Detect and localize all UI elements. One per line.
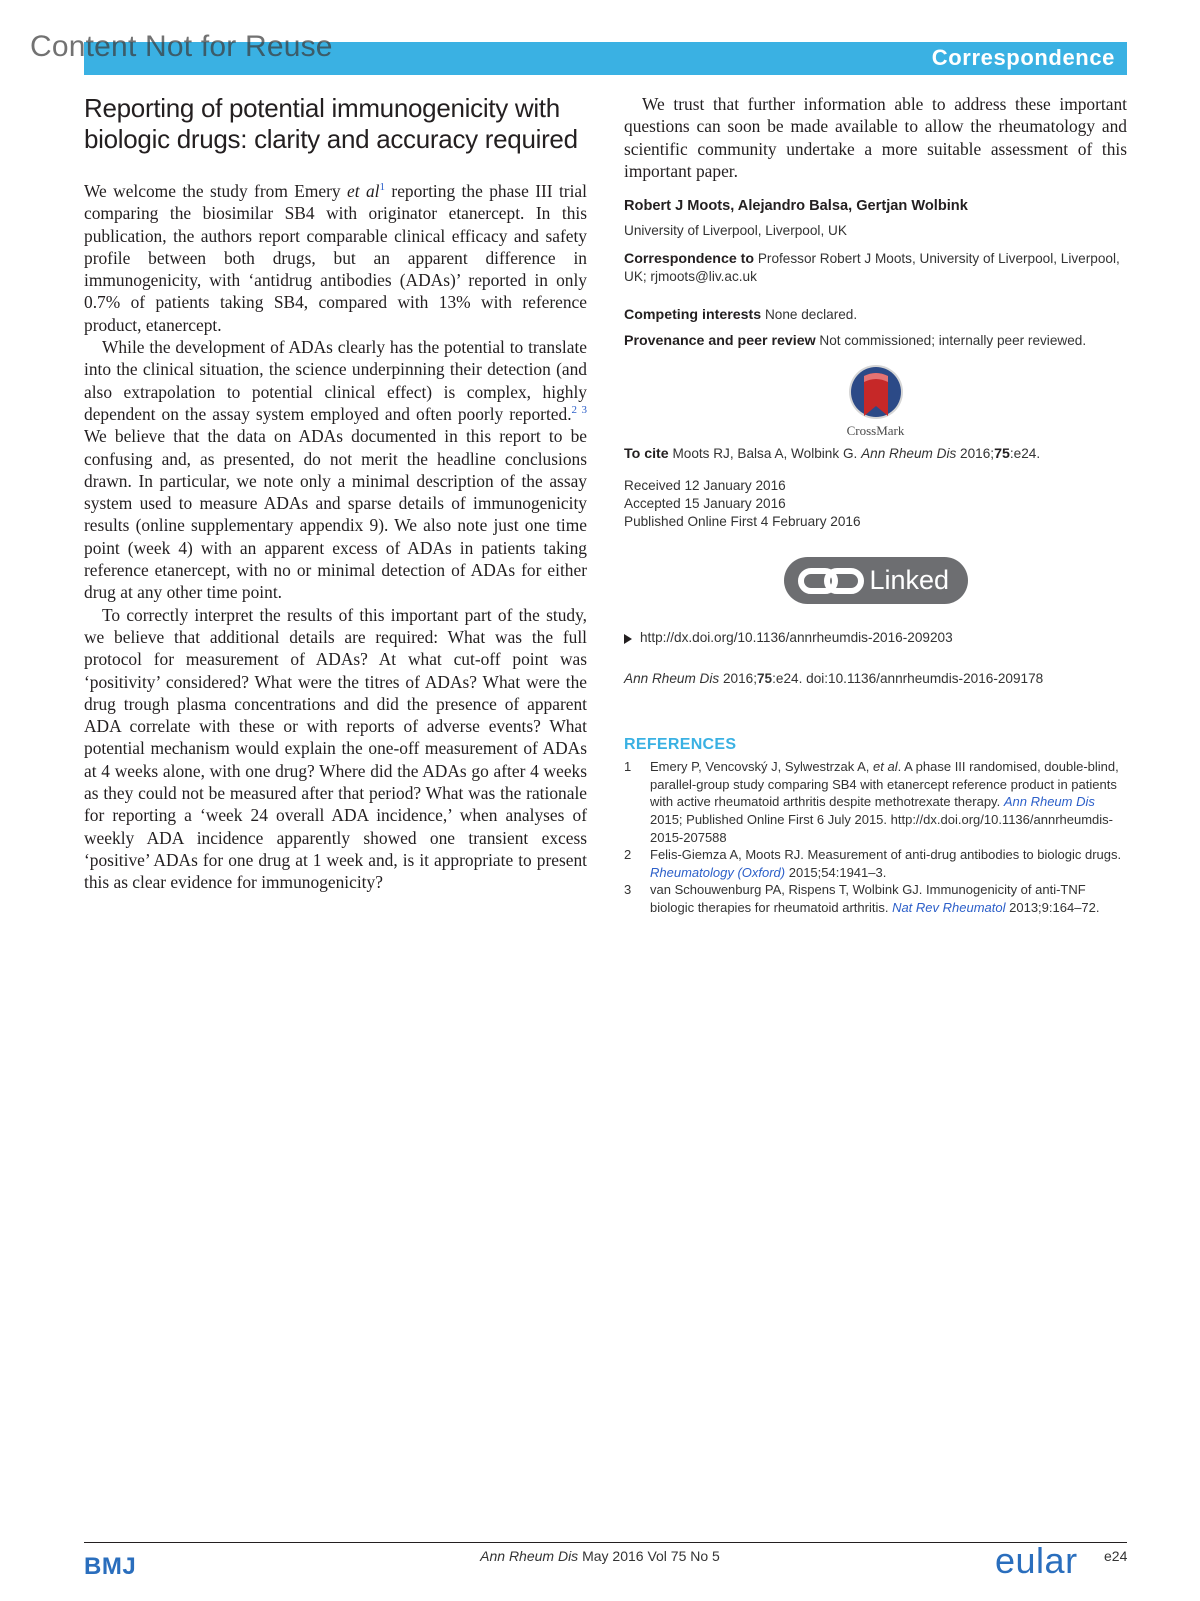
paragraph-4: We trust that further information able to address these important questions can soon be made available to allow the rheumatology and scientific community undertake a more suitable assessment of this important paper. (624, 94, 1127, 181)
paragraph-1 (84, 180, 587, 336)
reference-journal-link[interactable]: Ann Rheum Dis (1003, 794, 1095, 810)
received-date: Received 12 January 2016 (624, 478, 786, 494)
competing-interests (624, 306, 1127, 324)
triangle-arrow-icon (624, 634, 632, 644)
text: 2013;9:164–72. (1005, 899, 1100, 915)
ref-link-2-3[interactable]: 2 3 (571, 404, 587, 417)
watermark: Content Not for Reuse (30, 30, 333, 63)
affiliation: University of Liverpool, Liverpool, UK (624, 223, 847, 239)
et-al: et al (873, 759, 898, 775)
linked-label: Linked (869, 565, 950, 596)
text: 2015; Published Online First 6 July 2015. http://dx.doi.org/10.1136/annrheumdis-2015-207588 (650, 811, 1113, 845)
reference-number: 3 (624, 882, 632, 898)
page-number: e24 (1104, 1548, 1128, 1564)
to-cite-year: 2016; (956, 446, 995, 462)
references-list (624, 758, 1127, 916)
reference-number: 1 (624, 759, 632, 775)
linked-article-link[interactable] (624, 630, 1127, 645)
correspondence-label: Correspondence to (624, 251, 755, 268)
left-column (84, 93, 587, 894)
right-column (624, 93, 1127, 917)
to-cite-journal: Ann Rheum Dis (861, 446, 957, 462)
provenance (624, 332, 1127, 350)
accepted-date: Accepted 15 January 2016 (624, 496, 786, 512)
reference-item (624, 881, 1127, 916)
reference-text (650, 881, 1127, 916)
text: van Schouwenburg PA, Rispens T, Wolbink GJ. Immunogenicity of anti-TNF biologic therapies for rheumatoid arthritis. (650, 882, 1086, 915)
citation-journal: Ann Rheum Dis (624, 671, 720, 687)
article-dates (624, 477, 1127, 531)
linked-badge-wrap (624, 557, 1127, 604)
crossmark-badge[interactable] (624, 364, 1127, 439)
to-cite-volume: 75 (994, 446, 1010, 463)
bmj-logo: BMJ (84, 1553, 137, 1580)
to-cite-page: :e24. (1009, 446, 1041, 462)
eular-logo: eular (995, 1540, 1078, 1581)
to-cite (624, 445, 1127, 463)
provenance-label: Provenance and peer review (624, 333, 816, 350)
text: Emery P, Vencovský J, Sylwestrzak A, (650, 759, 874, 775)
reference-text (650, 846, 1127, 881)
footer-journal: Ann Rheum Dis (480, 1548, 579, 1564)
correspondence (624, 250, 1127, 286)
footer-divider (84, 1542, 1127, 1543)
chain-link-icon (798, 566, 864, 596)
citation-doi: :e24. doi:10.1136/annrheumdis-2016-209178 (772, 671, 1044, 687)
text: reporting the phase III trial comparing the biosimilar SB4 with originator etanercept. In this publication, the authors report comparable clinical efficacy and safety profile between both drugs, but an apparent difference in immunogenicity, with ‘antidrug antibodies (ADAs)’ reported in only 0.7% of patients taking SB4, compared with 13% with reference product, etanercept. (84, 181, 587, 335)
author-list: Robert J Moots, Alejandro Balsa, Gertjan Wolbink (624, 198, 968, 215)
correspondence-text: Professor Robert J Moots, University of Liverpool, Liverpool, UK; rjmoots@liv.ac.uk (624, 251, 1120, 285)
text: We believe that the data on ADAs documented in this report to be confusing and, as presented, do not merit the headline conclusions drawn. In particular, we note only a minimal description of the assay system used to measure ADAs and sparse details of immunogenicity results (online supplementary appendix 9). We also note just one time point (week 4) with an apparent excess of ADAs in patients taking reference etanercept, with no or minimal detection of ADAs for either drug at any other time point. (84, 426, 587, 603)
citation-volume: 75 (757, 671, 773, 687)
to-cite-label: To cite (624, 446, 669, 463)
linked-badge[interactable] (784, 557, 968, 604)
citation-line (624, 671, 1127, 686)
ref-link-1[interactable]: 1 (379, 181, 385, 194)
competing-label: Competing interests (624, 307, 762, 324)
to-cite-authors: Moots RJ, Balsa A, Wolbink G. (668, 446, 862, 462)
section-label: Correspondence (931, 45, 1115, 70)
text: 2015;54:1941–3. (785, 864, 887, 880)
reference-journal-link[interactable]: Nat Rev Rheumatol (892, 899, 1006, 915)
article-body-continued (624, 93, 1127, 182)
reference-journal-link[interactable]: Rheumatology (Oxford) (650, 864, 786, 880)
text: Felis-Giemza A, Moots RJ. Measurement of anti-drug antibodies to biologic drugs. (650, 847, 1122, 863)
text: While the development of ADAs clearly has the potential to translate into the clinical situation, the science underpinning their detection (and also extrapolation to potential clinical effect) is complex, highly dependent on the assay system employed and often poorly reported. (84, 337, 587, 424)
competing-text: None declared. (761, 307, 858, 323)
et-al: et al (347, 181, 380, 201)
paragraph-3: To correctly interpret the results of this important part of the study, we believe that additional details are required: What was the full protocol for measurement of ADAs? At what cut-off point was ‘positivity’ considered? What were the titres of ADAs? What were the drug trough plasma concentrations and did the presence of apparent ADA correlate with these or with reports of adverse events? What potential mechanism would explain the one-off measurement of ADAs at 4 weeks alone, with one drug? Where did the ADAs go after 4 weeks as they could not be measured after that period? What was the rationale for reporting a ‘week 24 overall ADA incidence,’ when analyses of weekly ADA incidence apparently showed one transient excess ‘positive’ ADAs for one drug at 1 week and, is it appropriate to present this as clear evidence for immunogenicity? (84, 604, 587, 893)
references-heading: REFERENCES (624, 736, 737, 754)
text: We welcome the study from Emery (84, 181, 348, 201)
article-body (84, 180, 587, 894)
linked-url: http://dx.doi.org/10.1136/annrheumdis-2016-209203 (640, 630, 953, 646)
reference-number: 2 (624, 847, 632, 863)
reference-text (650, 758, 1127, 846)
citation-year: 2016; (719, 671, 757, 687)
article-title: Reporting of potential immunogenicity with biologic drugs: clarity and accuracy required (84, 93, 578, 154)
crossmark-label: CrossMark (846, 423, 905, 439)
text: . A phase III randomised, double-blind, parallel-group study comparing SB4 with etanercept reference product in patients with active rheumatoid arthritis despite methotrexate therapy. (650, 759, 1119, 810)
footer-issue: May 2016 Vol 75 No 5 (578, 1548, 720, 1564)
reference-item (624, 758, 1127, 846)
paragraph-2 (84, 336, 587, 604)
crossmark-icon (846, 364, 906, 420)
reference-item (624, 846, 1127, 881)
published-date: Published Online First 4 February 2016 (624, 514, 861, 530)
provenance-text: Not commissioned; internally peer reviewed. (815, 333, 1087, 349)
